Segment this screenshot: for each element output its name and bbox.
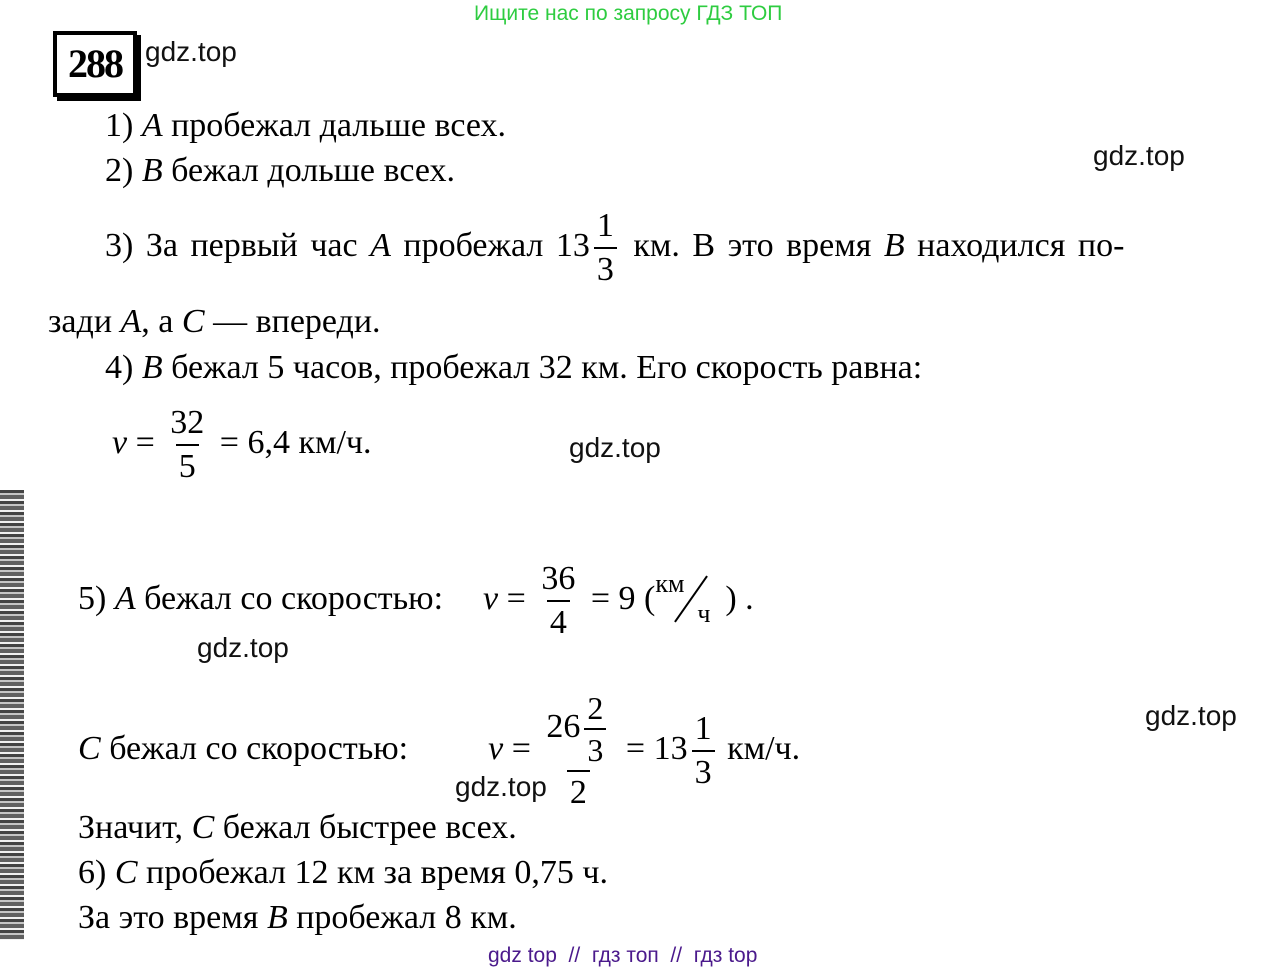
text: пробежал	[390, 227, 556, 264]
watermark: gdz.top	[569, 432, 661, 463]
unit-denominator: ч	[697, 599, 711, 629]
footer-links: gdz top // гдз топ // гдз top	[488, 944, 758, 967]
text: = 6,4 км/ч.	[211, 424, 372, 461]
text: ) .	[725, 580, 754, 617]
watermark: gdz.top	[455, 771, 547, 802]
mixed-whole: 13	[555, 227, 590, 264]
numerator: 36	[541, 560, 576, 598]
var: v	[483, 580, 499, 617]
text: км/ч.	[718, 730, 801, 767]
scan-edge-noise	[0, 490, 24, 940]
text: — впереди.	[204, 303, 381, 340]
answer-line-2	[105, 151, 455, 191]
text: 5)	[78, 580, 115, 617]
var: C	[181, 303, 205, 340]
text: км. В это время	[620, 227, 884, 264]
fraction	[167, 406, 207, 484]
answer-line-8	[78, 898, 517, 938]
numerator: 1	[694, 710, 712, 748]
formula-speed-b	[112, 400, 372, 486]
denominator: 3	[594, 247, 617, 287]
watermark: gdz.top	[145, 36, 237, 67]
fraction	[584, 690, 606, 769]
problem-number-box: 288	[53, 31, 137, 97]
var: B	[883, 227, 905, 264]
text: 6)	[78, 854, 115, 891]
text: Значит,	[78, 809, 192, 846]
var: A	[120, 303, 142, 340]
var: B	[141, 152, 163, 189]
denominator: 3	[692, 750, 715, 790]
text: , а	[141, 303, 182, 340]
numerator	[543, 692, 613, 770]
var: B	[141, 349, 163, 386]
var: A	[141, 107, 163, 144]
complex-fraction	[543, 692, 613, 810]
denominator: 2	[567, 770, 590, 810]
fraction	[594, 209, 617, 287]
text: = 13	[617, 730, 688, 767]
var: v	[112, 424, 128, 461]
var: C	[191, 809, 215, 846]
numerator: 1	[596, 207, 614, 245]
text: бежал дольше всех.	[162, 152, 455, 189]
text: = 9 (	[582, 580, 656, 617]
text: пробежал 12 км за время 0,75 ч.	[137, 854, 608, 891]
text: пробежал 8 км.	[287, 899, 517, 936]
text: =	[127, 424, 164, 461]
answer-line-4	[105, 348, 922, 388]
var: A	[114, 580, 136, 617]
text: пробежал дальше всех.	[162, 107, 507, 144]
watermark: gdz.top	[1093, 140, 1185, 171]
text: =	[498, 580, 535, 617]
fraction	[538, 562, 578, 640]
text: =	[503, 730, 540, 767]
text: 4)	[105, 349, 142, 386]
numerator: 2	[587, 690, 604, 727]
text: зади	[48, 303, 121, 340]
text: находился по-	[904, 227, 1125, 264]
numerator: 32	[170, 404, 205, 442]
var: C	[78, 730, 101, 767]
answer-line-3	[105, 204, 1124, 288]
text: 3) За первый час	[105, 227, 371, 264]
watermark: gdz.top	[1145, 700, 1237, 731]
text: бежал со скоростью:	[135, 580, 444, 617]
fraction	[692, 712, 715, 790]
watermark: gdz.top	[197, 632, 289, 663]
text: бежал 5 часов, пробежал 32 км. Его скорость равна:	[162, 349, 923, 386]
answer-line-3-cont	[48, 302, 381, 342]
answer-line-1	[105, 106, 506, 146]
text: За это время	[78, 899, 267, 936]
answer-line-6	[78, 808, 517, 848]
denominator: 5	[176, 444, 199, 484]
answer-line-7	[78, 853, 608, 893]
answer-line-5	[78, 556, 754, 642]
text: бежал со скоростью:	[100, 730, 409, 767]
denominator: 4	[547, 600, 570, 640]
denominator: 3	[584, 728, 606, 766]
var: v	[488, 730, 504, 767]
text: бежал быстрее всех.	[214, 809, 517, 846]
mixed-whole: 26	[546, 708, 581, 745]
var: C	[114, 854, 138, 891]
search-banner: Ищите нас по запросу ГДЗ ТОП	[474, 2, 783, 25]
item-number: 1)	[105, 107, 134, 144]
item-number: 2)	[105, 152, 134, 189]
unit-numerator: км	[655, 569, 685, 599]
unit-km-per-h	[655, 569, 725, 629]
var: A	[370, 227, 391, 264]
var: B	[266, 899, 288, 936]
